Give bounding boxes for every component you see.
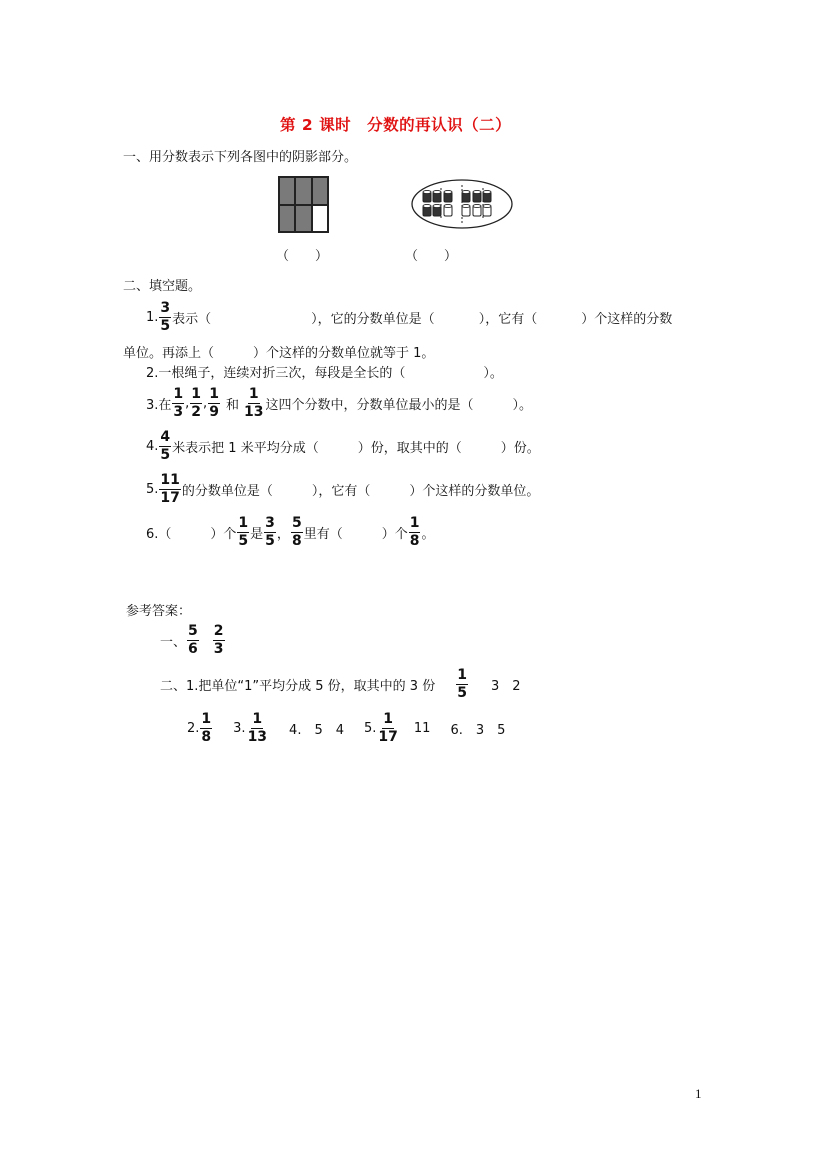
answer-2-line bbox=[160, 667, 521, 702]
question-6 bbox=[146, 515, 434, 550]
page-title: 第 2 课时 分数的再认识（二） bbox=[280, 116, 512, 134]
answer-3-fraction-5: $\frac{1}{17}$ bbox=[378, 711, 398, 745]
section1-heading: 一、用分数表示下列各图中的阴影部分。 bbox=[123, 150, 358, 165]
answer-3-line bbox=[187, 711, 505, 746]
grid-cell bbox=[279, 177, 295, 205]
answer-3-p6: 6. 3 5 bbox=[450, 723, 506, 738]
answer-1-label: 一、 bbox=[160, 635, 187, 650]
q6-text-d: 里有（ ）个 bbox=[303, 527, 408, 542]
answer-3-fraction-2: $\frac{1}{8}$ bbox=[201, 711, 212, 745]
grid-cell bbox=[312, 205, 328, 233]
q3-suffix: 这四个分数中，分数单位最小的是（ ）。 bbox=[265, 398, 532, 413]
section2-heading: 二、填空题。 bbox=[123, 279, 202, 294]
answer-2-rest: 3 2 bbox=[490, 679, 521, 694]
cup-rim bbox=[473, 204, 481, 207]
question-2: 2.一根绳子，连续对折三次，每段是全长的（ ）。 bbox=[146, 366, 503, 381]
q3-sep: , bbox=[203, 396, 208, 411]
question-3 bbox=[146, 386, 532, 421]
cup-rim bbox=[462, 204, 470, 207]
question-4 bbox=[146, 429, 540, 464]
cup-rim bbox=[483, 204, 491, 207]
q1-text-a: 表示（ bbox=[172, 312, 212, 327]
cup-rim bbox=[444, 204, 452, 207]
answer-2-text: 二、1.把单位“1”平均分成 5 份，取其中的 3 份 bbox=[160, 679, 436, 694]
grid-cell bbox=[312, 177, 328, 205]
q4-prefix: 4. bbox=[146, 439, 159, 454]
q1-fraction: $\frac{3}{5}$ bbox=[160, 300, 171, 334]
cup-rim bbox=[433, 190, 441, 193]
q6-fraction-1: $\frac{1}{5}$ bbox=[238, 515, 249, 549]
cup-rim bbox=[423, 190, 431, 193]
q3-fraction-2: $\frac{1}{2}$ bbox=[191, 386, 202, 420]
shaded-grid-figure bbox=[278, 176, 329, 233]
q1-text-c: ），它有（ bbox=[478, 312, 538, 327]
answer-3-p2: 2. bbox=[187, 721, 200, 736]
answer-3-p5: 5. bbox=[364, 721, 377, 736]
answer-3-p3: 3. bbox=[233, 721, 246, 736]
q5-fraction: $\frac{11}{17}$ bbox=[160, 472, 180, 506]
question-1 bbox=[146, 300, 672, 335]
q3-prefix: 3.在 bbox=[146, 398, 172, 413]
q6-fraction-4: $\frac{1}{8}$ bbox=[409, 515, 420, 549]
cup-rim bbox=[473, 190, 481, 193]
q4-fraction: $\frac{4}{5}$ bbox=[160, 429, 171, 463]
q6-fraction-2: $\frac{3}{5}$ bbox=[265, 515, 275, 549]
q3-sep: , bbox=[185, 396, 190, 411]
q6-text-c: ， bbox=[276, 527, 290, 542]
q6-text-a: 6.（ ）个 bbox=[146, 527, 237, 542]
page-number: 1 bbox=[695, 1086, 702, 1101]
q1-number: 1. bbox=[146, 310, 159, 325]
answer-blank-left: （ ） bbox=[276, 249, 329, 264]
q3-fraction-3: $\frac{1}{9}$ bbox=[209, 386, 219, 420]
cup-rim bbox=[423, 204, 431, 207]
answer-1-fraction-2: $\frac{2}{3}$ bbox=[213, 623, 224, 657]
answer-3-fraction-3: $\frac{1}{13}$ bbox=[247, 711, 268, 745]
q3-and: 和 bbox=[225, 398, 239, 413]
q1-text-b: ），它的分数单位是（ bbox=[311, 312, 435, 327]
question-5 bbox=[146, 472, 539, 507]
q3-fraction-1: $\frac{1}{3}$ bbox=[173, 386, 184, 420]
answer-3-p4: 4. 5 4 bbox=[289, 723, 344, 738]
q1-text-d: ）个这样的分数 bbox=[581, 312, 673, 327]
q4-suffix: 米表示把 1 米平均分成（ ）份，取其中的（ ）份。 bbox=[172, 441, 540, 456]
cup-rim bbox=[462, 190, 470, 193]
cup-rim bbox=[433, 204, 441, 207]
cup-rim bbox=[483, 190, 491, 193]
grid-cell bbox=[279, 205, 295, 233]
answer-1-fraction-1: $\frac{5}{6}$ bbox=[188, 623, 198, 657]
q5-prefix: 5. bbox=[146, 482, 159, 497]
q5-suffix: 的分数单位是（ ），它有（ ）个这样的分数单位。 bbox=[181, 484, 540, 499]
answer-3-p5b: 11 bbox=[413, 721, 431, 736]
cup-rim bbox=[444, 190, 452, 193]
q6-fraction-3: $\frac{5}{8}$ bbox=[291, 515, 302, 549]
question-1-line2: 单位。再添上（ ）个这样的分数单位就等于 1。 bbox=[123, 346, 435, 361]
grid-cell bbox=[295, 205, 311, 233]
q6-text-e: 。 bbox=[421, 527, 435, 542]
q6-text-b: 是 bbox=[250, 527, 264, 542]
cups-figure bbox=[410, 178, 514, 230]
q3-fraction-4: $\frac{1}{13}$ bbox=[243, 386, 264, 420]
answer-1 bbox=[160, 623, 226, 658]
answer-2-fraction: $\frac{1}{5}$ bbox=[457, 667, 467, 701]
answer-blank-right: （ ） bbox=[405, 249, 458, 264]
answers-heading: 参考答案： bbox=[126, 604, 192, 619]
grid-cell bbox=[295, 177, 311, 205]
